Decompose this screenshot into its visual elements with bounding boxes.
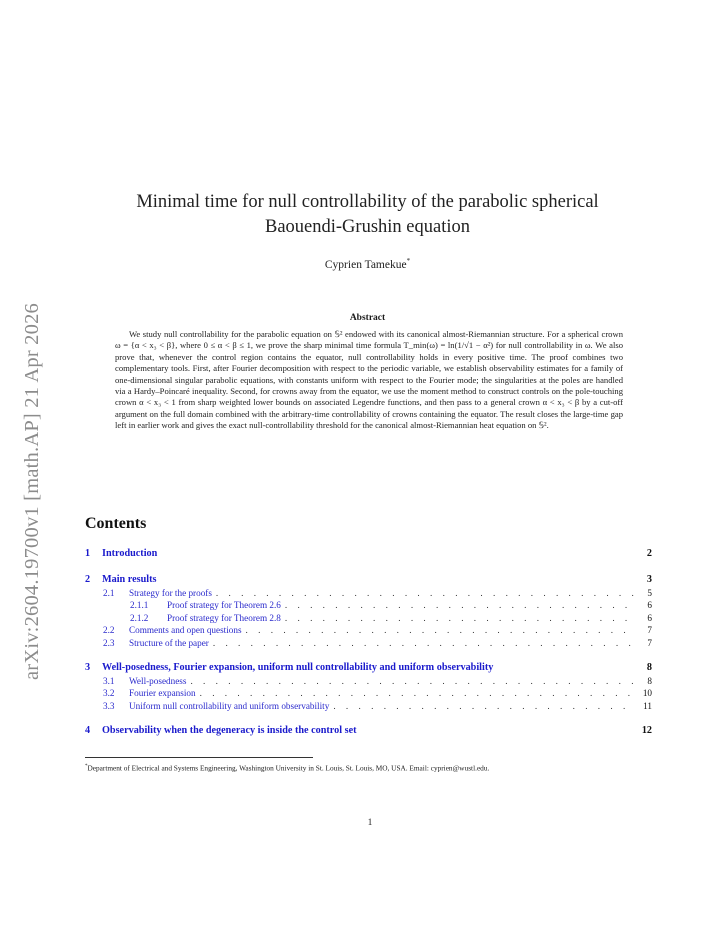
toc-page: 5 [647,588,652,598]
table-of-contents [85,548,652,739]
toc-number: 4 [85,725,91,737]
abstract-body: We study null controllability for the parabolic equation on 𝕊² endowed with its canonical almost-Riemannian structure. For a spherical crown ω = {α < x₃ < β}, where 0 ≤ α < β ≤ 1, we prove the sharp minimal time formula T_min(ω) = ln(1/√1 − α²) for null controllability in ω. We also prove that, whenever the control region contains the equator, null controllability holds in every positive time. The proof combines two complementary tools. First, after Fourier decomposition with respect to the periodic variable, we establish observability estimates for a family of one-dimensional singular parabolic equations, with constants uniform with respect to the Fourier mode; the singularities at the poles are handled via a Hardy–Poincaré inequality. Second, for crowns away from the equator, we use the moment method to construct controls on the pole-touching crown α < x₃ < 1 from sharp weighted lower bounds on associated Legendre functions, and then pass to a general crown α < x₃ < β by a cut-off argument on the full domain combined with the arbitrary-time controllability of crowns containing the equator. The result closes the large-time gap left in earlier work and gives the exact null-controllability threshold for the canonical almost-Riemannian heat equation on 𝕊². [115,329,623,431]
toc-subsection-2-1[interactable] [85,588,652,600]
toc-label: Introduction [102,548,158,559]
toc-number: 2 [85,574,91,585]
toc-page: 11 [643,700,652,711]
toc-label: Uniform null controllability and uniform observability [129,700,330,711]
toc-label: Proof strategy for Theorem 2.6 [167,600,281,611]
toc-number: 3 [85,661,91,673]
toc-page: 8 [646,661,652,673]
toc-number: 3.2 [103,688,115,699]
toc-leader-dots [333,701,636,711]
footnote-text: Department of Electrical and Systems Engineering, Washington University in St. Louis, St. Louis, MO, USA. Email: cyprien@wustl.edu. [87,763,490,773]
toc-leader-dots [246,625,636,635]
author-name: Cyprien Tamekue [324,258,407,271]
toc-page: 3 [646,574,652,585]
toc-label: Fourier expansion [129,688,196,699]
toc-label: Well-posedness [129,675,187,686]
toc-section-3[interactable] [85,662,652,676]
contents-heading: Contents [85,515,147,532]
arxiv-identifier-stamp [8,245,48,685]
toc-number: 2.2 [103,625,115,636]
toc-leader-dots [213,638,636,648]
toc-label: Comments and open questions [129,625,242,636]
toc-label: Main results [102,574,157,585]
toc-number: 2.1.2 [130,612,149,623]
toc-label: Proof strategy for Theorem 2.8 [167,612,281,623]
toc-section-2[interactable] [85,574,652,588]
toc-page: 6 [647,612,652,623]
toc-subsection-3-2[interactable] [85,688,652,700]
arxiv-identifier-text: arXiv:2604.19700v1 [math.AP] 21 Apr 2026 [21,303,43,680]
toc-number: 3.1 [103,675,115,686]
toc-page: 2 [646,548,652,559]
toc-number: 2.3 [103,637,115,648]
paper-title [85,190,650,240]
toc-section-1[interactable] [85,548,652,562]
toc-number: 1 [85,548,91,559]
toc-leader-dots [216,588,636,598]
toc-number: 3.3 [103,700,115,711]
toc-subsubsection-2-1-1[interactable] [85,600,652,612]
footnote-mark: * [85,764,88,769]
toc-leader-dots [200,688,636,698]
toc-subsection-2-2[interactable] [85,625,652,637]
title-line-1: Minimal time for null controllability of the parabolic spherical [136,192,599,212]
toc-label: Observability when the degeneracy is inside the control set [102,725,357,737]
toc-number: 2.1 [103,588,115,598]
toc-label: Structure of the paper [129,637,209,648]
toc-page: 8 [647,675,652,686]
abstract-heading: Abstract [349,313,386,323]
author-line [85,257,650,271]
toc-label: Strategy for the proofs [129,588,212,598]
author-footnote-mark: * [406,257,411,265]
title-line-2: Baouendi-Grushin equation [265,217,470,237]
footnote [85,762,652,773]
toc-subsection-3-1[interactable] [85,676,652,688]
toc-leader-dots [285,613,636,623]
footnote-rule [85,757,313,758]
toc-page: 12 [641,725,652,737]
toc-page: 7 [647,637,652,648]
toc-section-4[interactable] [85,725,652,739]
toc-leader-dots [285,600,636,610]
toc-number: 2.1.1 [130,600,149,611]
toc-subsection-2-3[interactable] [85,638,652,650]
toc-subsection-3-3[interactable] [85,701,652,713]
toc-page: 7 [647,625,652,636]
toc-leader-dots [190,676,636,686]
toc-label: Well-posedness, Fourier expansion, uniform null controllability and uniform observability [102,661,494,673]
toc-page: 10 [642,688,652,699]
toc-page: 6 [647,600,652,611]
toc-subsubsection-2-1-2[interactable] [85,613,652,625]
page-number: 1 [367,818,373,828]
